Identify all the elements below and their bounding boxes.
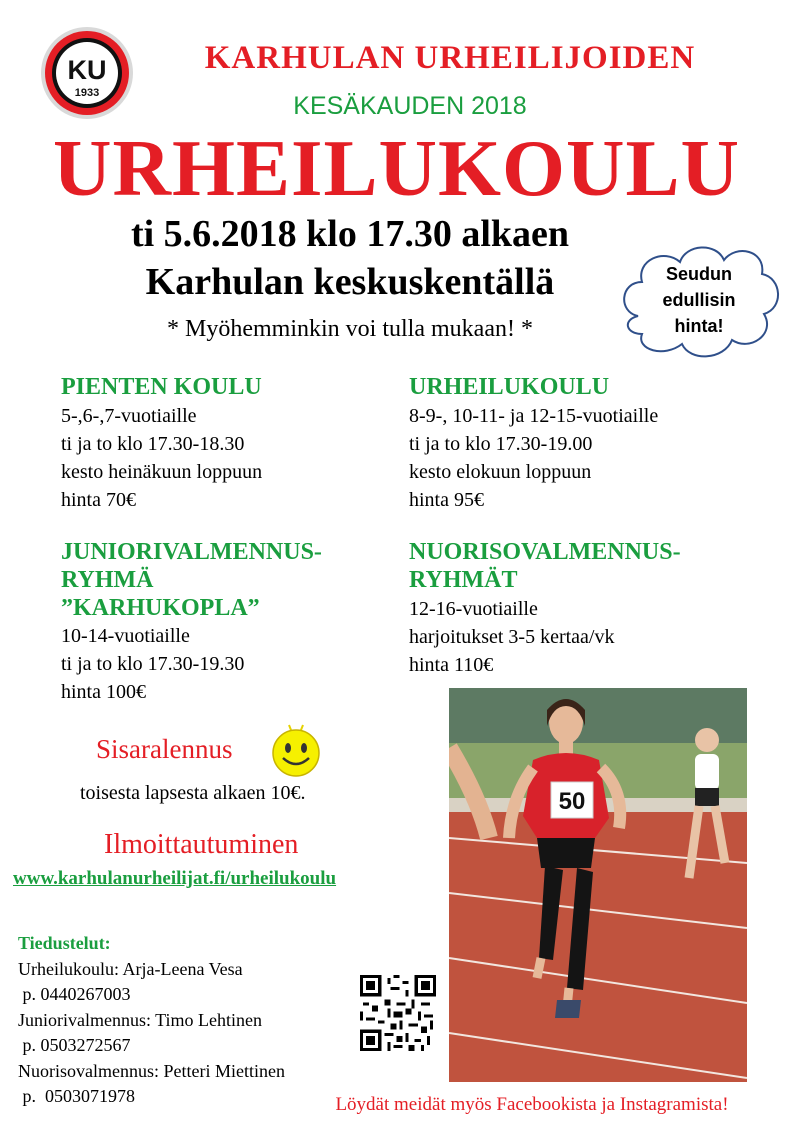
section-line: 8-9-, 10-11- ja 12-15-vuotiaille	[409, 404, 659, 427]
contact-line: Nuorisovalmennus: Petteri Miettinen	[18, 1060, 285, 1081]
signup-link[interactable]: www.karhulanurheilijat.fi/urheilukoulu	[13, 868, 337, 889]
start-date: ti 5.6.2018 klo 17.30 alkaen	[130, 213, 570, 255]
bib-number: 50	[558, 788, 586, 815]
section-pienten-koulu	[61, 374, 262, 514]
section-line: 5-,6-,7-vuotiaille	[61, 404, 197, 427]
section-line: kesto elokuun loppuun	[409, 460, 592, 483]
cloud-line-2: edullisin	[662, 290, 736, 311]
contact-line: Urheilukoulu: Arja-Leena Vesa	[18, 958, 243, 979]
section-urheilukoulu	[409, 374, 658, 514]
section-line: ti ja to klo 17.30-19.30	[61, 653, 245, 676]
section-line: harjoitukset 3-5 kertaa/vk	[409, 625, 615, 648]
signup-title: Ilmoittautuminen	[104, 829, 299, 860]
section-title: RYHMÄ	[61, 566, 154, 593]
logo-letters: KU	[67, 55, 107, 85]
venue: Karhulan keskuskentällä	[145, 261, 555, 303]
qr-code[interactable]	[360, 975, 436, 1051]
late-join-note: * Myöhemminkin voi tulla mukaan! *	[167, 316, 533, 342]
social-media-note: Löydät meidät myös Facebookista ja Instagramista!	[335, 1094, 729, 1115]
sibling-discount-text: toisesta lapsesta alkaen 10€.	[80, 782, 306, 804]
section-line: hinta 100€	[61, 681, 146, 704]
club-logo	[40, 26, 134, 120]
cloud-line-3: hinta!	[674, 316, 724, 337]
price-cloud-text	[640, 261, 758, 339]
logo-year: 1933	[74, 87, 100, 99]
section-title: JUNIORIVALMENNUS-	[61, 539, 322, 565]
athlete-photo	[449, 688, 747, 1082]
section-title: NUORISOVALMENNUS-	[409, 539, 681, 565]
season-label: KESÄKAUDEN 2018	[293, 92, 527, 120]
contact-phone: p. 0503071978	[18, 1086, 135, 1106]
section-line: hinta 110€	[409, 653, 494, 676]
section-line: hinta 70€	[61, 488, 136, 511]
section-title: ”KARHUKOPLA”	[61, 594, 260, 621]
contact-line: Juniorivalmennus: Timo Lehtinen	[18, 1009, 263, 1030]
section-nuorisovalmennus	[409, 539, 681, 679]
contacts	[18, 931, 285, 1110]
page-title: URHEILUKOULU	[52, 123, 741, 213]
smiley-icon	[269, 724, 323, 778]
section-line: kesto heinäkuun loppuun	[61, 460, 263, 483]
sibling-discount-title: Sisaralennus	[96, 734, 233, 764]
section-line: hinta 95€	[409, 488, 484, 511]
contact-phone: p. 0440267003	[18, 984, 131, 1004]
section-line: 10-14-vuotiaille	[61, 625, 190, 648]
club-name: KARHULAN URHEILIJOIDEN	[204, 40, 696, 76]
contacts-heading: Tiedustelut:	[18, 933, 111, 953]
section-line: ti ja to klo 17.30-19.00	[409, 432, 593, 455]
section-line: 12-16-vuotiaille	[409, 597, 538, 620]
section-title: PIENTEN KOULU	[61, 374, 262, 400]
section-title: URHEILUKOULU	[409, 374, 610, 400]
section-title: RYHMÄT	[409, 566, 518, 593]
section-juniorivalmennus	[61, 539, 322, 706]
contact-phone: p. 0503272567	[18, 1035, 131, 1055]
cloud-line-1: Seudun	[666, 264, 732, 284]
section-line: ti ja to klo 17.30-18.30	[61, 432, 245, 455]
